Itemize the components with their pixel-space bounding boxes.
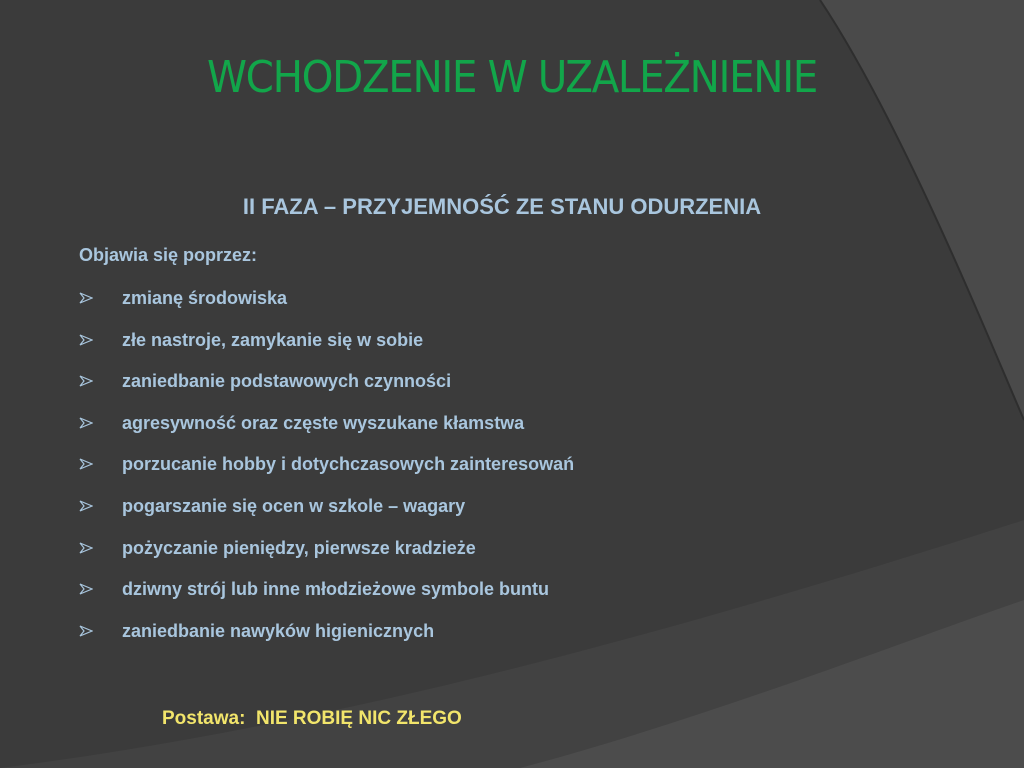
slide-subtitle: II FAZA – PRZYJEMNOŚĆ ZE STANU ODURZENIA: [242, 194, 762, 219]
arrowhead-bullet-icon: [79, 417, 93, 429]
arrowhead-bullet-icon: [79, 375, 93, 387]
intro-text: Objawia się poprzez:: [79, 245, 258, 265]
arrowhead-bullet-icon: [79, 292, 93, 304]
list-item-text: dziwny strój lub inne młodzieżowe symbole buntu: [122, 579, 550, 600]
stance-label: Postawa:: [162, 708, 256, 729]
stance-value: NIE ROBIĘ NIC ZŁEGO: [255, 708, 462, 729]
arrowhead-bullet-icon: [79, 500, 93, 512]
list-item-text: złe nastroje, zamykanie się w sobie: [122, 329, 424, 350]
list-item-text: zmianę środowiska: [122, 288, 288, 308]
list-item-text: zaniedbanie nawyków higienicznych: [122, 620, 435, 641]
arrowhead-bullet-icon: [79, 542, 93, 554]
arrowhead-bullet-icon: [79, 625, 93, 637]
arrowhead-bullet-icon: [79, 583, 93, 595]
list-item-text: pogarszanie się ocen w szkole – wagary: [122, 495, 466, 516]
stance-line: [162, 708, 462, 730]
list-item-text: porzucanie hobby i dotychczasowych zainteresowań: [122, 454, 575, 475]
slide-title: WCHODZENIE W UZALEŻNIENIE: [207, 52, 817, 103]
list-item-text: zaniedbanie podstawowych czynności: [122, 371, 452, 392]
arrowhead-bullet-icon: [79, 334, 93, 346]
list-item-text: pożyczanie pieniędzy, pierwsze kradzieże: [122, 537, 476, 558]
arrowhead-bullet-icon: [79, 458, 93, 470]
list-item-text: agresywność oraz częste wyszukane kłamstwa: [122, 412, 525, 433]
